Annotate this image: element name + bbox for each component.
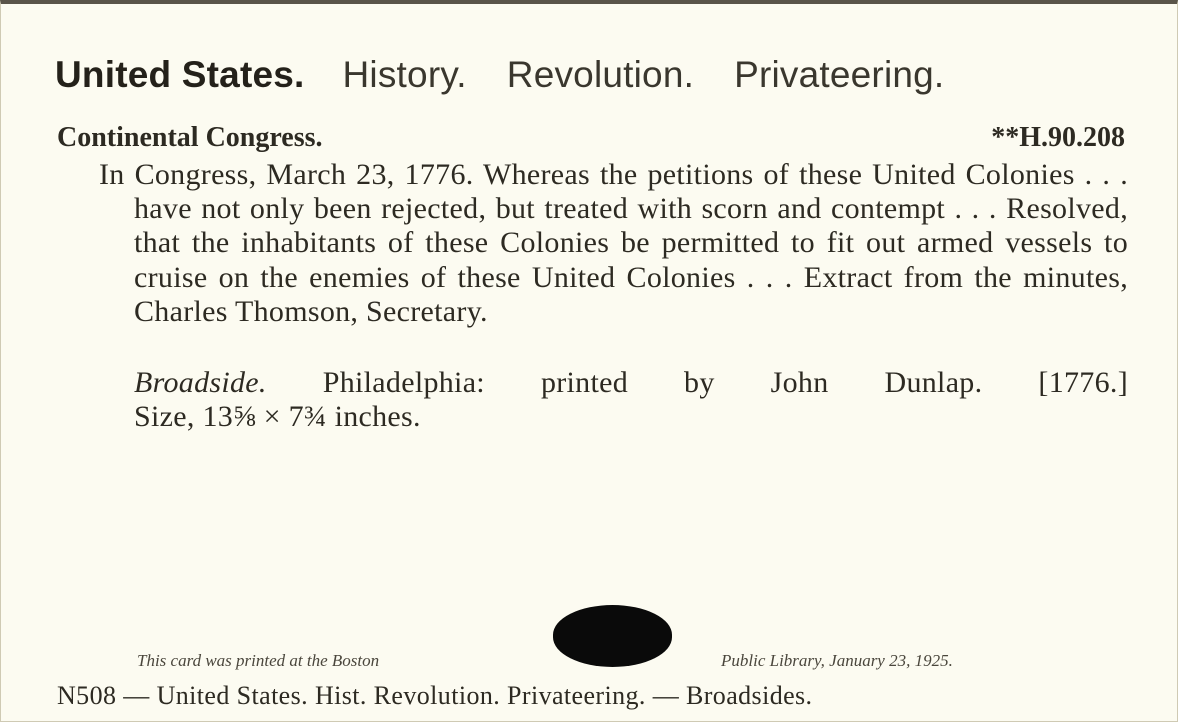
title-description: In Congress, March 23, 1776. Whereas the petitions of these United Colonies . . . have not only been rejected, but treated with scorn and contempt . . . Resolved, that the inhabitants of these Colonies be permitted to fit out armed vessels to cruise on the enemies of these United Colonies . . . Extract from the minutes, Charles Thomson, Secretary. xyxy=(99,158,1128,328)
subject-heading xyxy=(55,54,944,96)
call-number: **H.90.208 xyxy=(991,122,1125,153)
print-note-left: This card was printed at the Boston xyxy=(137,651,380,670)
tracing-line: N508 — United States. Hist. Revolution. Privateering. — Broadsides. xyxy=(57,681,813,710)
subject-heading-history: History. xyxy=(342,54,467,95)
subject-heading-revolution: Revolution. xyxy=(506,54,695,95)
imprint-text: Philadelphia: printed by John Dunlap. [1776.] xyxy=(322,366,1128,399)
subject-heading-primary: United States. xyxy=(55,54,305,95)
author-heading: Continental Congress. xyxy=(57,122,323,153)
print-note-right: Public Library, January 23, 1925. xyxy=(721,651,953,670)
ink-blot xyxy=(553,605,672,667)
imprint-line xyxy=(134,366,1128,400)
subject-heading-privateering: Privateering. xyxy=(734,54,945,95)
form-label: Broadside. xyxy=(134,366,267,399)
size-statement: Size, 13⅝ × 7¾ inches. xyxy=(134,400,421,433)
